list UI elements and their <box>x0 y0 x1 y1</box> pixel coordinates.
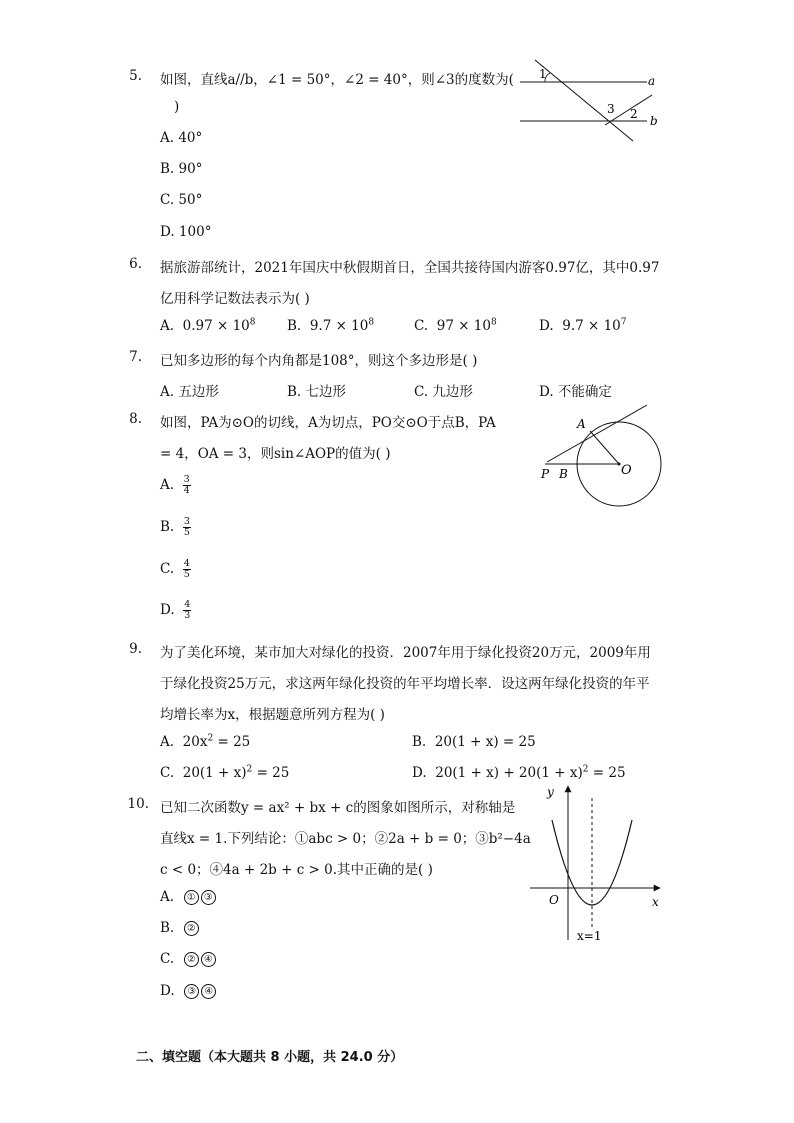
angle-3-label: 3 <box>607 102 615 116</box>
question-5-stem: 如图，直线a//b，∠1 = 50°，∠2 = 40°，则∠3的度数为( <box>160 72 514 88</box>
question-9-option-c[interactable]: C. $20(1 + x)^2 = 25$ <box>160 764 290 781</box>
question-8-line-1: 如图，PA为⊙O的切线，A为切点，PO交⊙O于点B，PA <box>160 415 496 431</box>
question-6-option-b[interactable]: B. $9.7 \times 10^8$ <box>287 317 375 334</box>
question-10-line-2: 直线x = 1.下列结论：①abc > 0；②2a + b = 0；③b²−4a <box>160 831 531 847</box>
point-o-label: O <box>621 463 632 478</box>
question-8-option-c[interactable]: C. $\frac{4}{5}$ <box>160 558 190 580</box>
x-axis-label: x <box>652 895 659 909</box>
question-8-option-b[interactable]: B. $\frac{3}{5}$ <box>160 516 190 538</box>
angle-2-label: 2 <box>630 107 638 121</box>
question-6-option-a[interactable]: A. $0.97 \times 10^8$ <box>160 317 256 334</box>
question-10-option-b[interactable]: B. ② <box>160 920 200 936</box>
question-9-option-b[interactable]: B. 20(1 + x) = 25 <box>412 734 536 750</box>
parabola-curve <box>552 820 632 905</box>
question-5-option-b[interactable]: B. 90° <box>160 161 203 177</box>
question-5-figure <box>515 55 675 145</box>
question-7-stem: 已知多边形的每个内角都是108°，则这个多边形是( ) <box>160 353 478 369</box>
question-6-option-d[interactable]: D. $9.7 \times 10^7$ <box>539 317 627 334</box>
question-10-option-a[interactable]: A. ① ③ <box>160 889 217 905</box>
question-6-line-1: 据旅游部统计，2021年国庆中秋假期首日，全国共接待国内游客0.97亿，其中0.97 <box>160 260 660 276</box>
question-5-option-a[interactable]: A. 40° <box>160 130 203 146</box>
point-a-label: A <box>577 417 586 431</box>
question-9-line-2: 于绿化投资25万元，求这两年绿化投资的年平均增长率．设这两年绿化投资的年平 <box>160 676 650 692</box>
symmetry-axis-label: x=1 <box>577 929 602 943</box>
question-9-line-1: 为了美化环境，某市加大对绿化的投资．2007年用于绿化投资20万元，2009年用 <box>160 645 651 661</box>
question-7-number: 7. <box>129 349 142 365</box>
question-9-line-3: 均增长率为x，根据题意所列方程为( ) <box>160 707 385 723</box>
question-10-line-3: c < 0；④4a + 2b + c > 0.其中正确的是( ) <box>160 862 433 878</box>
question-7-option-a[interactable]: A. 五边形 <box>160 384 219 400</box>
question-9-option-a[interactable]: A. $20x^2 = 25$ <box>160 733 251 750</box>
question-8-line-2: = 4，OA = 3，则sin∠AOP的值为( ) <box>160 446 391 462</box>
question-10-option-d[interactable]: D. ③ ④ <box>160 983 217 999</box>
point-p-label: P <box>541 467 550 481</box>
origin-label: O <box>549 893 559 907</box>
question-5-stem-close: ) <box>174 99 180 115</box>
question-6-line-2: 亿用科学记数法表示为( ) <box>160 291 310 307</box>
question-5-option-c[interactable]: C. 50° <box>160 192 203 208</box>
angle-1-label: 1 <box>539 67 547 81</box>
question-10-option-c[interactable]: C. ② ④ <box>160 951 217 967</box>
question-8-option-a[interactable]: A. $\frac{3}{4}$ <box>160 474 190 496</box>
question-6-option-c[interactable]: C. $97 \times 10^8$ <box>414 317 497 334</box>
question-10-number: 10. <box>127 796 149 812</box>
y-axis-label: y <box>547 785 554 799</box>
transversal-line <box>535 60 633 141</box>
question-8-figure <box>535 400 670 512</box>
radius-oa <box>590 431 619 464</box>
question-8-number: 8. <box>129 411 142 427</box>
point-b-label: B <box>559 467 568 481</box>
line-b-label: b <box>650 114 658 128</box>
question-7-option-b[interactable]: B. 七边形 <box>287 384 347 400</box>
question-7-option-c[interactable]: C. 九边形 <box>414 384 473 400</box>
question-5-option-d[interactable]: D. 100° <box>160 224 212 240</box>
question-5-number: 5. <box>129 68 142 84</box>
question-6-number: 6. <box>129 256 142 272</box>
question-9-number: 9. <box>129 641 142 657</box>
question-9-option-d[interactable]: D. $20(1 + x) + 20(1 + x)^2 = 25$ <box>412 764 626 781</box>
question-8-option-d[interactable]: D. $\frac{4}{3}$ <box>160 599 191 621</box>
question-10-line-1: 已知二次函数y = ax² + bx + c的图象如图所示，对称轴是 <box>160 800 516 816</box>
question-10-figure <box>525 780 670 945</box>
section-2-heading: 二、填空题（本大题共 8 小题，共 24.0 分） <box>136 1050 404 1065</box>
line-a-label: a <box>648 74 656 88</box>
question-7-option-d[interactable]: D. 不能确定 <box>539 384 612 400</box>
tangent-pa <box>547 405 647 462</box>
